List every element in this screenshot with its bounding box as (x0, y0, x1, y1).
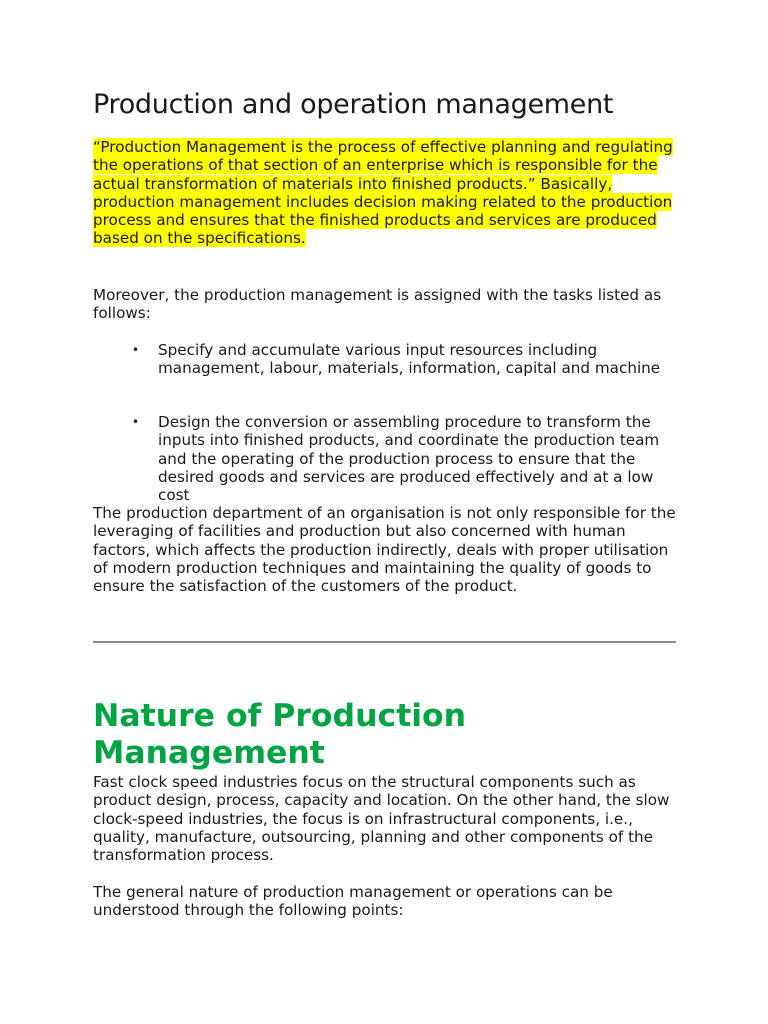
list-item (93, 341, 677, 378)
highlighted-text: “Production Management is the process of effective planning and regulating the operations of that section of an enterprise which is responsible for the actual transformation of materials into finished products.” Basically, production management includes decision making related to the production process and ensures that the finished products and services are produced based on the specifications. (93, 138, 673, 248)
list-item (93, 413, 677, 504)
page-title: Production and operation management (93, 89, 614, 120)
clock-speed-paragraph: Fast clock speed industries focus on the structural components such as product design, process, capacity and location. On the other hand, the slow clock-speed industries, the focus is on infrastructural components, i.e., quality, manufacture, outsourcing, planning and other components of the transformation process. (93, 773, 670, 865)
bullet-icon: • (132, 343, 140, 357)
general-nature-paragraph: The general nature of production management or operations can be understood through the following points: (93, 883, 613, 920)
bullet-icon: • (132, 415, 140, 429)
list-item-text: Specify and accumulate various input resources including management, labour, materials, information, capital and machine (158, 341, 661, 378)
list-item-text: Design the conversion or assembling procedure to transform the inputs into finished products, and coordinate the production team and the operating of the production process to ensure that the desired goods and services are produced effectively and at a low cost (158, 413, 660, 505)
department-paragraph: The production department of an organisation is not only responsible for the leveraging of facilities and production but also concerned with human factors, which affects the production indirectly, deals with proper utilisation of modern production techniques and maintaining the quality of goods to ensure the satisfaction of the customers of the product. (93, 504, 676, 596)
tasks-intro-paragraph: Moreover, the production management is assigned with the tasks listed as follows: (93, 286, 662, 323)
horizontal-divider (93, 641, 676, 643)
section-heading: Nature of Production Management (93, 698, 467, 771)
definition-paragraph (93, 138, 677, 248)
